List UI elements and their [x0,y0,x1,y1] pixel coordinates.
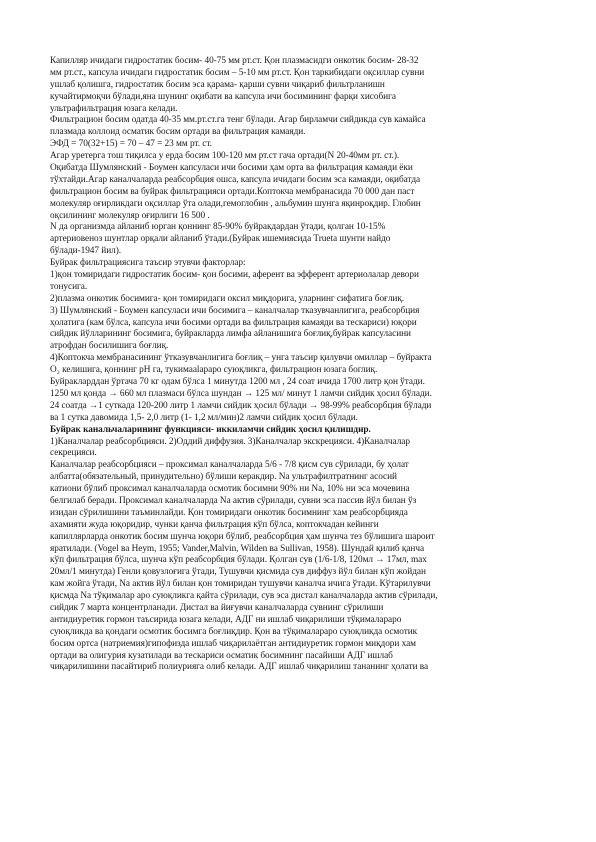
text-line: яратилади. (Vogel ва Heym, 1955; Vander,Malvin, Wilden ва Sullivan, 1958). Шундай қилиб қанча [50,543,425,554]
text-line: суюқликда ва қондаги осмотик босимга боғлиқдир. Қон ва тўқималараро суюқликда осмотик [50,626,418,637]
text-line: фильтрацион босим ва буйрак фильтрацияси ортади.Коптокча мембранасида 70 000 дан паст [50,186,415,197]
text-line: Фильтрацион босим одатда 40-35 мм.рт.ст.га тенг бўлади. Агар бирламчи сийдикда сув камайса [50,115,426,126]
text-line: қисмда Na тўқималар аро суюқликга қайта сўрилади, сув эса дистал каналчаларда актив сўрилади, [50,591,438,602]
text-line: кучайтирмоқчи бўлади,яна шунинг оқибати ва капсула ичи босимининг фарқи хисобига [50,91,396,102]
text-line: кам жойга ўтади, Na актив йўл билан қон томиридан тушувчи каналча ичига ўтади. Кўтарилувчи [50,579,431,590]
text-line: тонусига. [50,281,88,292]
text-line: сийдик йўлларининг босимига, буйракларда лимфа айланишига боғлиқ,буйрак капсуласини [50,329,411,340]
text-line: бўлади-1947 йил). [50,246,122,257]
text-line: белгилаб беради. Проксимал каналчаларда Na актив сўрилади, сувни эса пассив йўл билан ўз [50,495,417,506]
document-page [50,56,550,674]
text-line: сийдик 7 марта концентрланади. Дистал ва йиғувчи каналчаларда сувнинг сўрилиши [50,602,384,613]
text-line: секрецияси. [50,448,97,459]
text-line: Каналчалар реабсорбцияси – проксимал каналчаларда 5/6 - 7/8 қисм сув сўрилади, бу ҳолат [50,460,409,471]
text-line: босим ортса (натриемия)гипофизда ишлаб чиқарилаётган антидиуретик гормон миқдори хам [50,638,416,649]
text-line: Капилляр ичидаги гидростатик босим- 40-75 мм рт.ст. Қон плазмасидги онкотик босим- 28-32 [50,56,419,66]
text-line: Агар уретерга тош тиқилса у ерда босим 100-120 мм рт.ст гача ортади(N 20-40мм рт. ст.). [50,151,400,162]
text-line: мм рт.ст., капсула ичидаги гидростатик босим – 5-10 мм рт.ст. Қон таркибидаги оқсиллар сувни [50,67,425,78]
text-line: 20мл/1 минутда) Генли қовузлоғига ўтади, Тушувчи қисмида сув диффуз йўл билан кўп жойдан [50,567,426,578]
section-heading-line: Буйрак канальчаларининг функцияси- иккиламчи сийдик ҳосил қилишдир. [50,424,371,435]
text-line: Буйрак фильтрациясига таъсир этувчи факторлар: [50,258,246,269]
text-line: ушлаб қолишга, гидростатик босим эса қарама- қарши сувни чиқариб фильтрланишн [50,79,385,90]
text-line: ЭФД = 70(32+15) = 70 – 47 = 23 мм рт. ст. [50,139,212,150]
text-line: чиқарилишини пасайтириб полиурияга олиб келади. АДГ ишлаб чиқарилиш тананинг ҳолати ва [50,662,429,673]
text-line: оқсилининг молекуляр оғирлиги 16 500 . [50,210,210,221]
text-line: ҳолатига (кам бўлса, капсула ичи босими ортади ва фильтрация камаяди ва тескариси) юқори [50,317,417,328]
text-line: 4)Коптокча мембранасининг ўтказувчанлигига боғлиқ – унга таъсир қилувчи омиллар – буйракта [50,353,432,364]
text-line: N да организмда айланиб юрган қоннинг 85-90% буйракдардан ўтади, қолган 10-15% [50,222,386,233]
text-line: ультрафильтрация юзага келади. [50,103,178,114]
text-line: 2)плазма онкотик босимига- қон томиридаги оксил миқдорига, уларнинг сифатига боғлиқ. [50,293,405,304]
text-line: изидан сўрилишини таъминлайди. Қон томиридаги онкотик босимнинг хам реабсорбцияда [50,507,408,518]
text-line: 1250 мл қонда → 660 мл плазмаси бўлса шундан → 125 мл/ минут 1 ламчи сийдик ҳосил бўлади. [50,388,432,399]
text-line: Буйракларддан ўртача 70 кг одам бўлса 1 минутда 1200 мл , 24 соат ичида 1700 литр қон ўтади. [50,377,425,388]
text-line: тўхтайди.Агар каналчаларда реабсорбция ошса, капсула ичидаги босим эса камаяди, оқибатда [50,174,421,185]
text-line: албатта(обязательный, принудительно) бўлиши керакдир. Na ультрафилтратнинг асосий [50,472,397,483]
text-line: плазмада коллоид осматик босим ортади ва фильтрация камаяди. [50,127,306,138]
text-line: 3) Шумлянский - Боумен капсуласи ичи босимига – каналчалар тказувчанлигига, реабсорбция [50,305,420,316]
text-line: антидиуретик гормон таъсирида юзага келади, АДГ ни ишлаб чиқарилиши тўқималараро [50,614,402,625]
text-line: Оқибатда Шумлянский - Боумен капсуласи ичи босими ҳам орта ва фильтрация камаяди ёки [50,163,413,174]
text-line: 1)Каналчалар реабсорбцияси. 2)Оддий диффузия. 3)Каналчалар экскрецияси. 4)Каналчалар [50,436,410,447]
text-line: ортади ва олигурия кузатилади ва тескариси осматик босимнинг пасайиши АДГ ишлаб [50,650,393,661]
text-line: капиллярларда онкотик босим шунча юқори бўлиб, реабсорбция ҳам шунча тез бўлишига шароит [50,531,435,542]
text-line: ва 1 сутка давомида 1,5- 2,0 литр (1- 1,2 мл/мин)2 ламчи сийдик ҳосил бўлади. [50,412,358,423]
text-line: катиони бўлиб проксимал каналчаларда осмотик босимни 90% ни Na, 10% ни эса мочевина [50,484,410,495]
text-line: кўп фильтрация бўлса, шунча кўп реабсорбция бўлади. Қолган сув (1/6-1/8, 120мл → 17мл, max [50,555,427,566]
text-line: O₂ келишига, қоннинг pH га, тукимаalараро суюқликга, фильтрацион юзага боглиқ. [50,365,378,376]
text-line: молекуляр оғирликдаги оқсиллар ўта олади,гемоглобин , альбумин шунга яқинроқдир. Глобин [50,198,421,209]
text-line: 1)қон томиридаги гидростатик босим- қон босими, аферент ва эфферент артериолалар девори [50,270,419,281]
text-line: атрофдан босилишига боғлиқ. [50,341,169,352]
text-line: 24 соатда →1 суткада 120-200 литр 1 ламчи сийдик ҳосил бўлади → 98-99% реабсорбция бўлади [50,400,432,411]
text-line: ахамияти жуда юқоридир, чунки қанча фильтрация кўп бўлса, коптокчадан кейинги [50,519,379,530]
text-line: артериовеноз шунтлар орқали айланиб ўтади.(Буйрак ишемиясида Trueta шунти найдо [50,234,391,245]
